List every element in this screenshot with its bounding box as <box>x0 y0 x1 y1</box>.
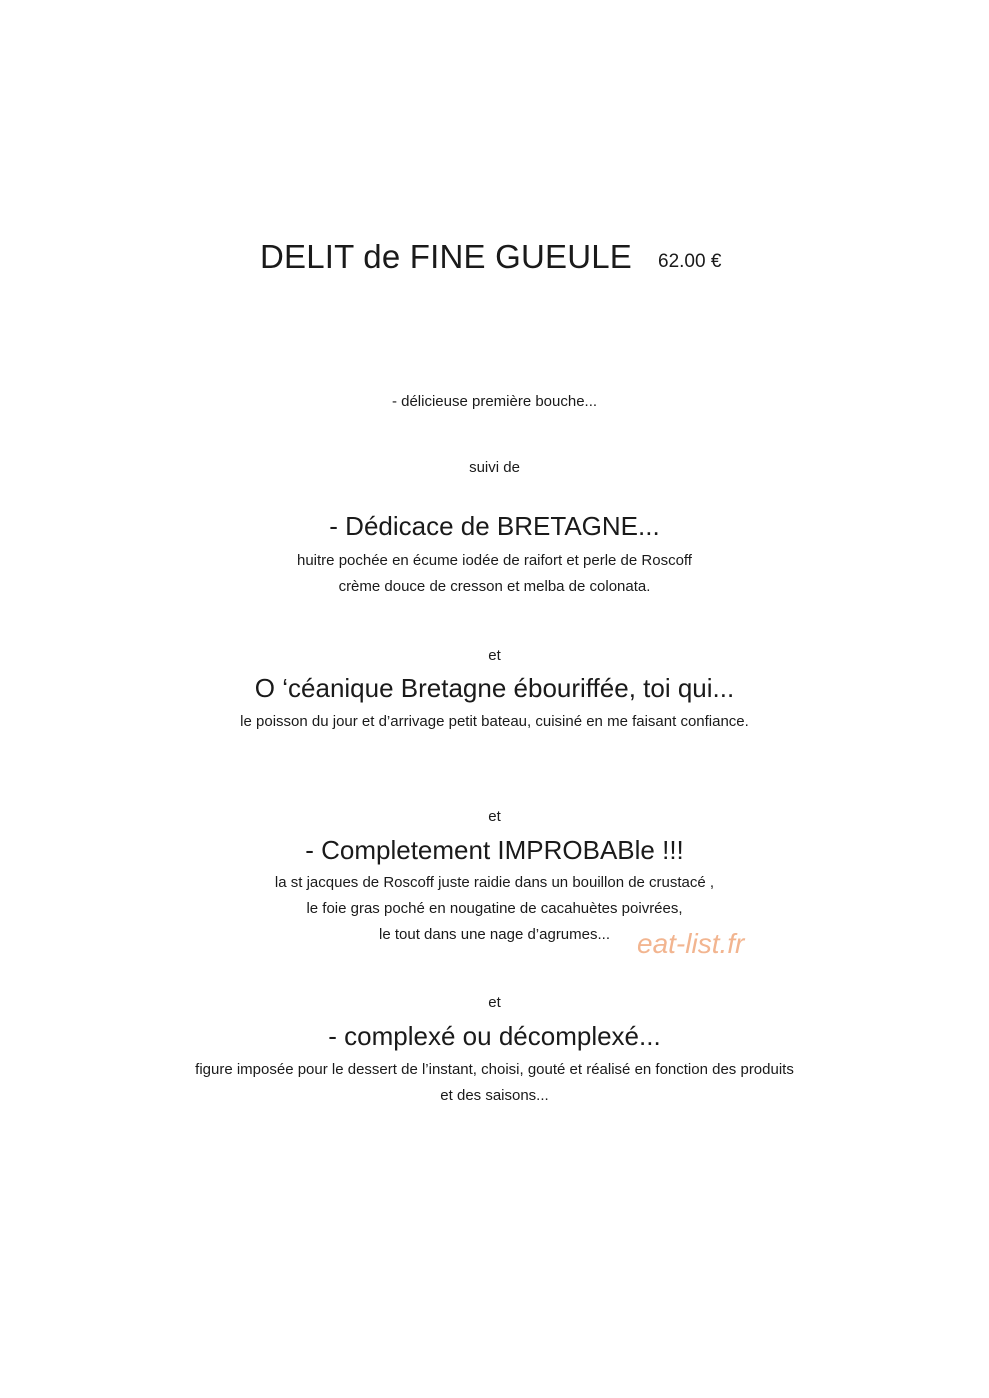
intro-line: - délicieuse première bouche... <box>391 393 598 410</box>
course-2-name: O ‘céanique Bretagne ébouriffée, toi qui... <box>254 673 735 703</box>
course-3-line-3: le tout dans une nage d’agrumes... <box>379 926 610 943</box>
course-1-line-1: huitre pochée en écume iodée de raifort et perle de Roscoff <box>297 552 692 569</box>
course-1-line-2: crème douce de cresson et melba de colonata. <box>338 578 651 595</box>
course-4-line-1: figure imposée pour le dessert de l’instant, choisi, gouté et réalisé en fonction des produits <box>195 1061 794 1078</box>
connector-et-3: et <box>488 994 501 1011</box>
course-4-name: - complexé ou décomplexé... <box>328 1021 661 1051</box>
course-3-line-2: le foie gras poché en nougatine de cacahuètes poivrées, <box>306 900 683 917</box>
course-3-line-1: la st jacques de Roscoff juste raidie dans un bouillon de crustacé , <box>274 874 715 891</box>
connector-et-1: et <box>488 647 501 664</box>
course-3-name: - Completement IMPROBABle !!! <box>305 835 684 865</box>
course-1-name: - Dédicace de BRETAGNE... <box>329 511 660 541</box>
menu-title: DELIT de FINE GUEULE <box>260 238 633 275</box>
course-4-line-2: et des saisons... <box>440 1087 549 1104</box>
connector-et-2: et <box>488 808 501 825</box>
course-2-line-1: le poisson du jour et d’arrivage petit bateau, cuisiné en me faisant confiance. <box>240 713 749 730</box>
watermark-logo: eat-list.fr <box>637 928 745 959</box>
menu-price: 62.00 € <box>658 251 722 272</box>
connector-suivi-de: suivi de <box>469 459 520 476</box>
